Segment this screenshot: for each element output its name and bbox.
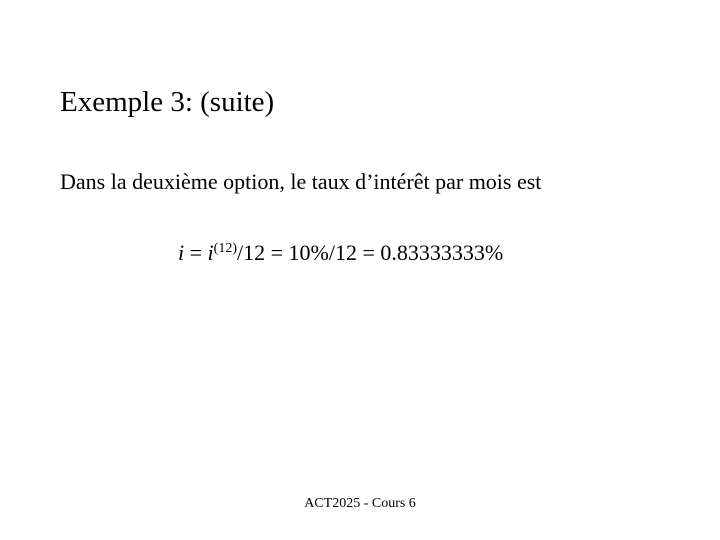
- formula-rhs-variable: i: [207, 240, 214, 265]
- formula-remainder: /12 = 10%/12 = 0.83333333%: [237, 240, 504, 265]
- slide-footer: ACT2025 - Cours 6: [304, 496, 416, 511]
- slide-title: Exemple 3: (suite): [60, 86, 275, 118]
- formula: [178, 238, 503, 268]
- formula-superscript: (12): [213, 241, 237, 256]
- formula-equals: =: [184, 240, 208, 265]
- formula-lhs-variable: i: [178, 240, 185, 265]
- body-text: Dans la deuxième option, le taux d’intérêt par mois est: [60, 169, 542, 194]
